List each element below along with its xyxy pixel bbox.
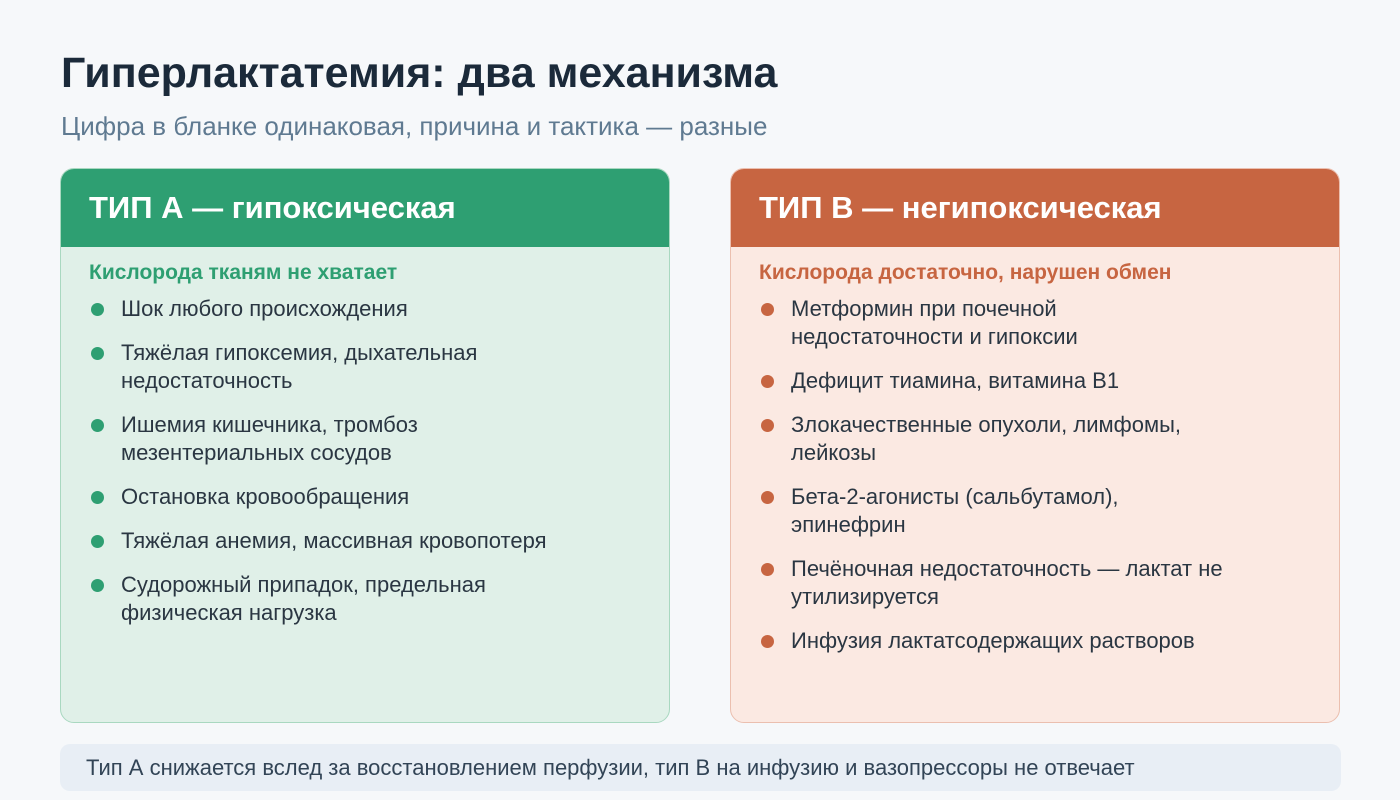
list-item <box>89 571 669 627</box>
list-item-text: Тяжёлая анемия, массивная кровопотеря <box>121 528 547 553</box>
list-item <box>759 295 1339 351</box>
list-item <box>759 555 1339 611</box>
list-item-text: Метформин при почечной недостаточности и гипоксии <box>791 296 1078 349</box>
type-b-card <box>730 168 1340 723</box>
type-b-list <box>759 295 1339 655</box>
list-item-text: Шок любого происхождения <box>121 296 408 321</box>
bullet-icon <box>91 579 104 592</box>
type-a-header: ТИП А — гипоксическая <box>61 169 669 247</box>
list-item-text: Инфузия лактатсодержащих растворов <box>791 628 1195 653</box>
list-item <box>89 483 669 511</box>
list-item <box>759 411 1339 467</box>
bullet-icon <box>761 303 774 316</box>
page-title: Гиперлактатемия: два механизма <box>61 49 778 97</box>
bullet-icon <box>761 491 774 504</box>
list-item <box>759 483 1339 539</box>
list-item-text: Дефицит тиамина, витамина В1 <box>791 368 1120 393</box>
list-item-text: Бета-2-агонисты (сальбутамол), эпинефрин <box>791 484 1119 537</box>
list-item <box>89 339 669 395</box>
list-item-text: Судорожный припадок, предельная физическая нагрузка <box>121 572 486 625</box>
bullet-icon <box>91 419 104 432</box>
list-item <box>89 295 669 323</box>
list-item <box>89 411 669 467</box>
bullet-icon <box>91 347 104 360</box>
type-b-header: ТИП В — негипоксическая <box>731 169 1339 247</box>
type-a-list <box>89 295 669 627</box>
list-item-text: Злокачественные опухоли, лимфомы, лейкозы <box>791 412 1182 465</box>
type-a-subheader: Кислорода тканям не хватает <box>89 261 398 284</box>
bullet-icon <box>761 375 774 388</box>
list-item-text: Тяжёлая гипоксемия, дыхательная недостаточность <box>121 340 478 393</box>
list-item-text: Остановка кровообращения <box>121 484 410 509</box>
list-item-text: Ишемия кишечника, тромбоз мезентериальных сосудов <box>121 412 418 465</box>
footer-note: Тип А снижается вслед за восстановлением перфузии, тип В на инфузию и вазопрессоры не отвечает <box>60 744 1341 791</box>
bullet-icon <box>761 563 774 576</box>
list-item-text: Печёночная недостаточность — лактат не утилизируется <box>791 556 1223 609</box>
bullet-icon <box>91 491 104 504</box>
bullet-icon <box>761 419 774 432</box>
type-b-subheader: Кислорода достаточно, нарушен обмен <box>759 261 1172 284</box>
list-item <box>759 367 1339 395</box>
type-a-card <box>60 168 670 723</box>
list-item <box>89 527 669 555</box>
bullet-icon <box>761 635 774 648</box>
bullet-icon <box>91 535 104 548</box>
page-subtitle: Цифра в бланке одинаковая, причина и тактика — разные <box>61 111 768 141</box>
list-item <box>759 627 1339 655</box>
bullet-icon <box>91 303 104 316</box>
